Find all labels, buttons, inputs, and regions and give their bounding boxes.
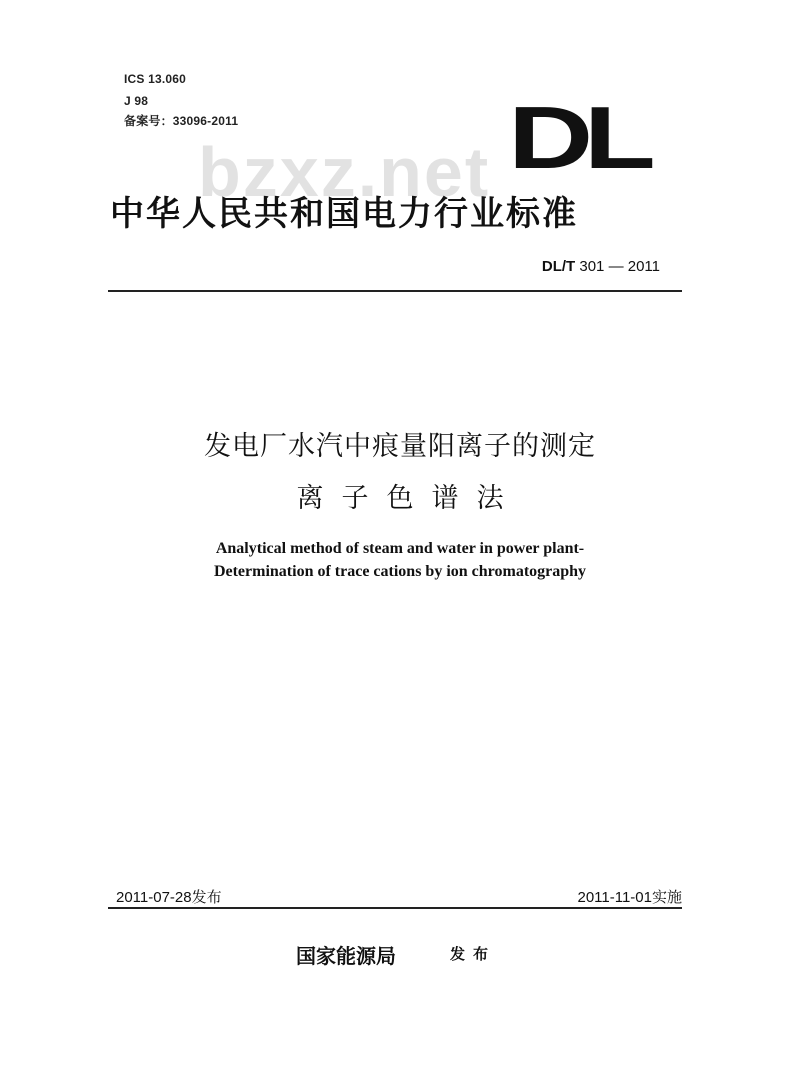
watermark: bzxz.net xyxy=(198,133,491,211)
standard-code-number: 301 — 2011 xyxy=(579,258,660,275)
issue-date: 2011-07-28发布 xyxy=(116,889,222,906)
title-cn-line2: 离子色谱法 xyxy=(296,483,522,514)
standard-code xyxy=(542,258,660,275)
issue-label: 发布 xyxy=(450,945,497,963)
title-en-line1: Analytical method of steam and water in power plant- xyxy=(215,540,585,557)
standard-category-title: 中华人民共和国电力行业标准 xyxy=(110,194,578,234)
effective-date: 2011-11-01实施 xyxy=(577,889,682,906)
header-divider xyxy=(108,290,682,292)
issuer-name: 国家能源局 xyxy=(296,944,396,968)
ics-code: ICS 13.060 xyxy=(124,72,187,86)
footer-divider xyxy=(108,907,682,909)
title-en-line2: Determination of trace cations by ion chromatography xyxy=(213,563,587,580)
title-cn-line1: 发电厂水汽中痕量阳离子的测定 xyxy=(204,431,596,462)
standard-code-prefix: DL/T xyxy=(541,258,576,275)
record-number: 备案号：33096-2011 xyxy=(124,114,239,128)
dl-logo: DL xyxy=(508,88,647,188)
classification-code: J 98 xyxy=(124,94,149,108)
